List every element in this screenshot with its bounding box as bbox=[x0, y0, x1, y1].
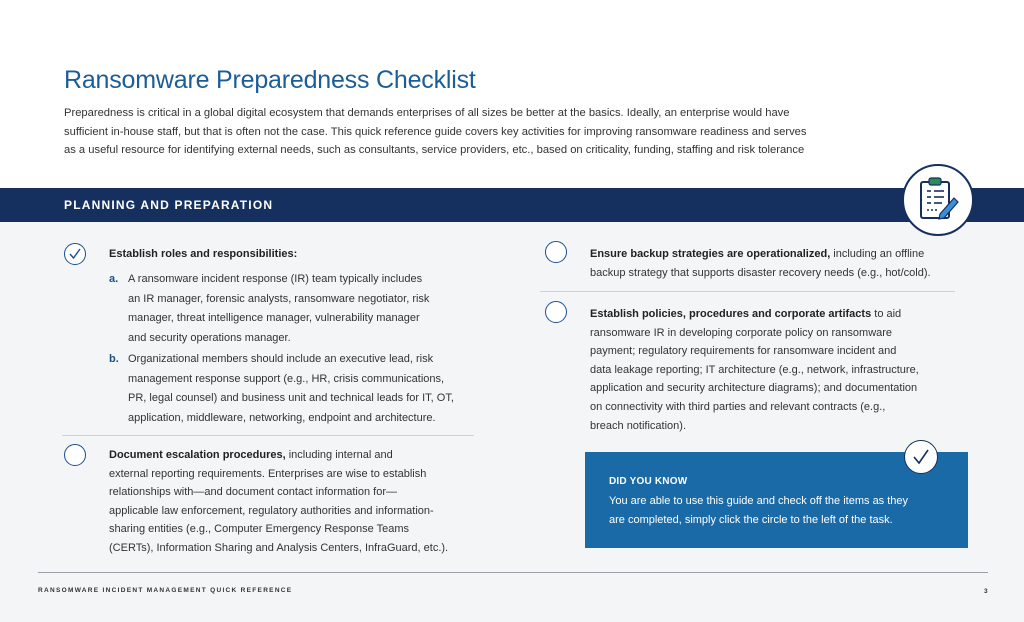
list-line: and security operations manager. bbox=[128, 331, 291, 344]
task-heading-roles: Establish roles and responsibilities: bbox=[109, 248, 298, 260]
list-item bbox=[109, 270, 479, 350]
list-line: manager, threat intelligence manager, vulnerability manager bbox=[128, 312, 420, 325]
list-item bbox=[109, 350, 479, 430]
divider bbox=[540, 291, 955, 292]
task-checkbox-policies[interactable] bbox=[545, 301, 567, 323]
task-line: on connectivity with third parties and relevant contracts (e.g., bbox=[590, 400, 886, 413]
task-checkbox-roles[interactable] bbox=[64, 243, 86, 265]
list-text bbox=[128, 270, 429, 348]
footer-rule bbox=[38, 572, 988, 573]
list-line: application, middleware, networking, endpoint and architecture. bbox=[128, 411, 436, 424]
list-line: management response support (e.g., HR, crisis communications, bbox=[128, 372, 445, 385]
divider bbox=[62, 435, 474, 436]
list-line: A ransomware incident response (IR) team typically includes bbox=[128, 273, 423, 285]
did-you-know-title: DID YOU KNOW bbox=[609, 476, 688, 487]
task-checkbox-backup[interactable] bbox=[545, 241, 567, 263]
info-line: are completed, simply click the circle to the left of the task. bbox=[609, 513, 893, 526]
page-number: 3 bbox=[984, 588, 988, 595]
section-title: PLANNING AND PREPARATION bbox=[64, 198, 274, 212]
task-line: payment; regulatory requirements for ransomware incident and bbox=[590, 345, 897, 358]
intro-line: sufficient in-house staff, but that is often not the case. This quick reference guide covers key activities for improving ransomware readiness and serves bbox=[64, 125, 807, 138]
list-line: Organizational members should include an executive lead, risk bbox=[128, 353, 434, 365]
task-line: sharing entities (e.g., Computer Emergency Response Teams bbox=[109, 523, 409, 536]
info-line: You are able to use this guide and check off the items as they bbox=[609, 495, 909, 507]
list-label: a. bbox=[109, 273, 119, 285]
task-text-escalation: Document escalation procedures, including internal and external reporting requirements. Enterprises are wise to establish relationships with—and document contact information for— applicable law enforcement, regulatory authorities and information- sharing entities (e.g., Computer Emergency Response Teams (CERTs), Information Sharing and Analysis Centers, InfraGuard, etc.). bbox=[109, 449, 449, 554]
list-line: PR, legal counsel) and business unit and technical leads for IT, OT, bbox=[128, 392, 454, 405]
checklist-icon bbox=[902, 164, 974, 236]
task-heading-escalation: Document escalation procedures, bbox=[109, 449, 286, 461]
task-line: ransomware IR in developing corporate policy on ransomware bbox=[590, 326, 893, 339]
page-title: Ransomware Preparedness Checklist bbox=[64, 66, 476, 94]
task-line: breach notification). bbox=[590, 419, 686, 432]
intro-line: as a useful resource for identifying external needs, such as consultants, service providers, etc., based on criticality, funding, staffing and risk tolerance bbox=[64, 144, 805, 156]
task-line: applicable law enforcement, regulatory authorities and information- bbox=[109, 504, 434, 517]
did-you-know-text bbox=[609, 492, 944, 529]
task-line: relationships with—and document contact information for— bbox=[109, 486, 397, 499]
intro-paragraph bbox=[64, 104, 854, 160]
task-heading-policies: Establish policies, procedures and corporate artifacts bbox=[590, 308, 872, 320]
task-line: (CERTs), Information Sharing and Analysis Centers, InfraGuard, etc.). bbox=[109, 541, 449, 554]
section-band bbox=[0, 188, 1024, 222]
list-line: an IR manager, forensic analysts, ransomware negotiator, risk bbox=[128, 292, 430, 305]
task-text-policies: Establish policies, procedures and corporate artifacts to aid ransomware IR in developing corporate policy on ransomware payment; regulatory requirements for ransomware incident and data leakage reporting; IT architecture (e.g., network, infrastructure, application and security architecture diagrams); and documentation on connectivity with third parties and relevant contracts (e.g., breach notification). bbox=[590, 308, 919, 432]
task-line: external reporting requirements. Enterprises are wise to establish bbox=[109, 467, 427, 480]
task-heading-backup: Ensure backup strategies are operationalized, bbox=[590, 248, 831, 260]
task-line: data leakage reporting; IT architecture (e.g., network, infrastructure, bbox=[590, 363, 919, 376]
list-label: b. bbox=[109, 353, 119, 365]
task-text-backup: Ensure backup strategies are operationalized, including an offline backup strategy that supports disaster recovery needs (e.g., hot/cold). bbox=[590, 248, 931, 279]
task-line: application and security architecture diagrams); and documentation bbox=[590, 382, 918, 395]
footer-title: RANSOMWARE INCIDENT MANAGEMENT QUICK REFERENCE bbox=[38, 587, 293, 594]
task-checkbox-escalation[interactable] bbox=[64, 444, 86, 466]
did-you-know-checkbox[interactable] bbox=[904, 440, 938, 474]
intro-line: Preparedness is critical in a global digital ecosystem that demands enterprises of all sizes be better at the basics. Ideally, an enterprise would have bbox=[64, 107, 790, 119]
task-line: backup strategy that supports disaster recovery needs (e.g., hot/cold). bbox=[590, 266, 931, 279]
list-text bbox=[128, 350, 454, 428]
